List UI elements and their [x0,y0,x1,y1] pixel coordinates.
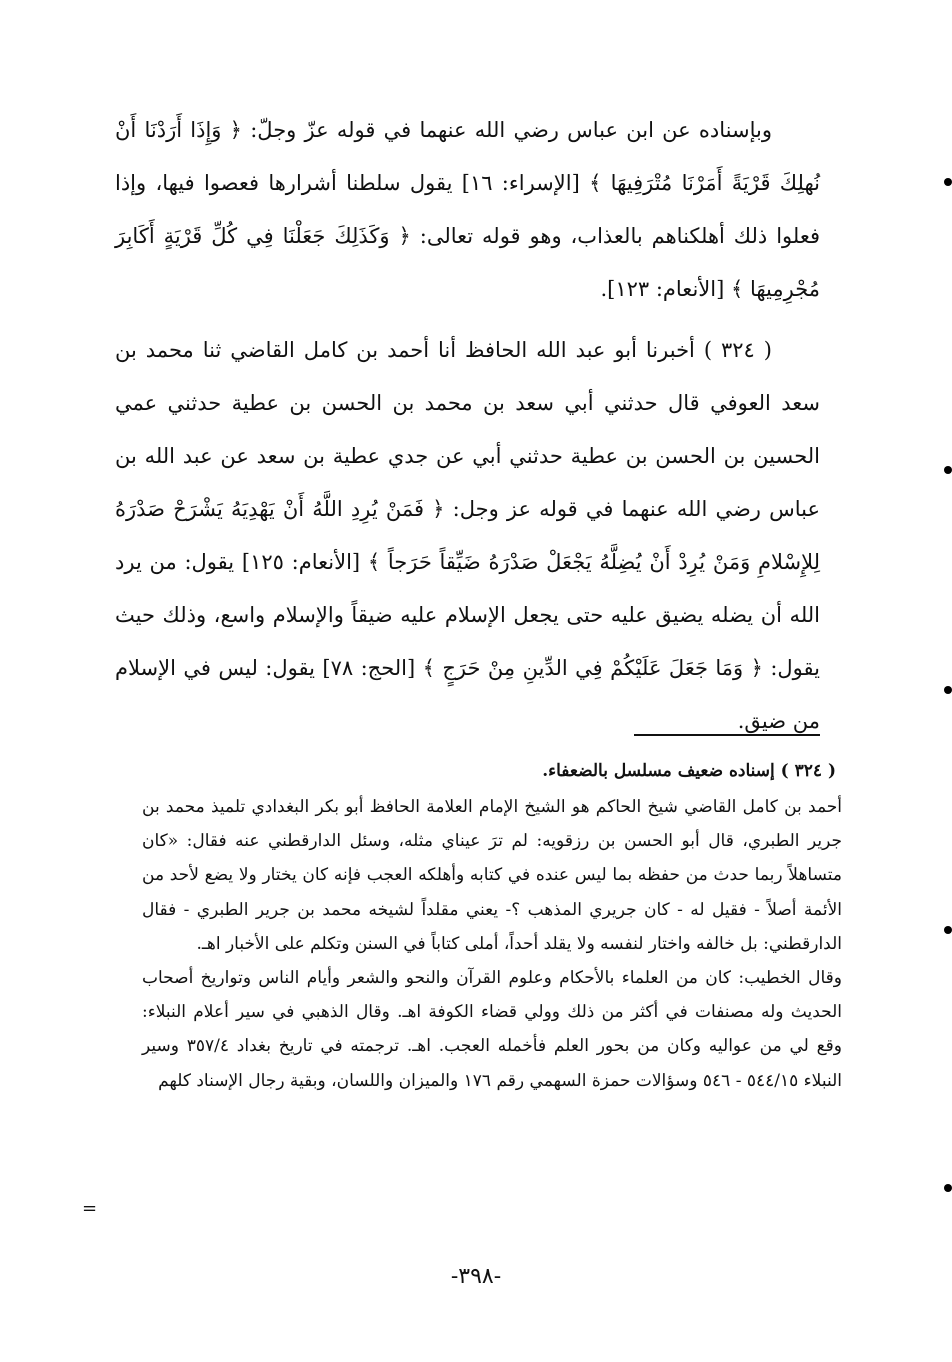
binding-mark [944,926,952,934]
main-paragraph-2 [115,324,820,748]
footnote-continuation-mark: = [82,1198,98,1219]
footnote-paragraph-2: وقال الخطيب: كان من العلماء بالأحكام وعلوم القرآن والنحو والشعر وأيام الناس وتواريخ أصحاب الحديث وله مصنفات في أكثر من ذلك وولي قضاء الكوفة اهـ. وقال الذهبي في سير أعلام النبلاء: وقع لي من عواليه وكان من بحور العلم فأخمله العجب. اهـ. ترجمته في تاريخ بغداد ٣٥٧/٤ وسير النبلاء ٥٤٤/١٥ - ٥٤٦ وسؤالات حمزة السهمي رقم ١٧٦ والميزان واللسان، وبقية رجال الإسناد كلهم [142,968,842,1091]
footnote-divider [634,734,820,736]
binding-mark [944,178,952,186]
binding-mark [944,466,952,474]
main-paragraph-2-text: ( ٣٢٤ ) أخبرنا أبو عبد الله الحافظ أنا أحمد بن كامل القاضي ثنا محمد بن سعد العوفي قال حدثني أبي سعد بن محمد بن الحسن بن عطية حدثني عمي الحسين بن الحسن بن عطية حدثني أبي عن جدي عطية بن سعد عن عبد الله بن عباس رضي الله عنهما في قوله عز وجل: ﴿ فَمَنْ يُرِدِ اللَّهُ أَنْ يَهْدِيَهُ يَشْرَحْ صَدْرَهُ لِلإِسْلامِ وَمَنْ يُرِدْ أَنْ يُضِلَّهُ يَجْعَلْ صَدْرَهُ ضَيِّقاً حَرَجاً ﴾ [الأنعام: ١٢٥] يقول: من يرد الله أن يضله يضيق عليه حتى يجعل الإسلام عليه ضيقاً والإسلام واسع، وذلك حيث يقول: ﴿ وَمَا جَعَلَ عَلَيْكُمْ فِي الدِّينِ مِنْ حَرَجٍ ﴾ [الحج: ٧٨] يقول: ليس في الإسلام من ضيق. [115,338,821,733]
footnote-body [142,790,842,1098]
main-paragraph-1 [115,104,820,316]
page-number: -٣٩٨- [450,1264,502,1289]
footnote-heading: ( ٣٢٤ ) إسناده ضعيف مسلسل بالضعفاء. [542,761,836,781]
footnote-paragraph-1: أحمد بن كامل القاضي شيخ الحاكم هو الشيخ الإمام العلامة الحافظ أبو بكر البغدادي تلميذ محمد بن جرير الطبري، قال أبو الحسن بن رزقويه: لم ترَ عيناي مثله، وسئل الدارقطني عنه فقال: «كان متساهلاً ربما حدث من حفظه بما ليس عنده في كتابه وأهلكه العجب فإنه كان يختار ولا يضع لأحد من الأئمة أصلاً - فقيل له - كان جريري المذهب ؟- يعني مقلداً لشيخه محمد بن جرير الطبري - فقال الدارقطني: بل خالفه واختار لنفسه ولا يقلد أحداً، أملى كتاباً في السنن وتكلم على الأخبار اهـ. [142,797,842,954]
main-paragraph-1-text: وبإسناده عن ابن عباس رضي الله عنهما في قوله عزّ وجلّ: ﴿ وَإِذَا أَرَدْنَا أَنْ نُهلِكَ قَرْيَةً أَمَرْنَا مُتْرَفِيهَا ﴾ [الإسراء: ١٦] يقول سلطنا أشرارها فعصوا فيها، وإذا فعلوا ذلك أهلكناهم بالعذاب، وهو قوله تعالى: ﴿ وَكَذَلِكَ جَعَلْنَا فِي كُلِّ قَرْيَةٍ أَكَابِرَ مُجْرِمِيهَا ﴾ [الأنعام: ١٢٣]. [115,118,820,301]
binding-mark [944,1184,952,1192]
binding-mark [944,686,952,694]
